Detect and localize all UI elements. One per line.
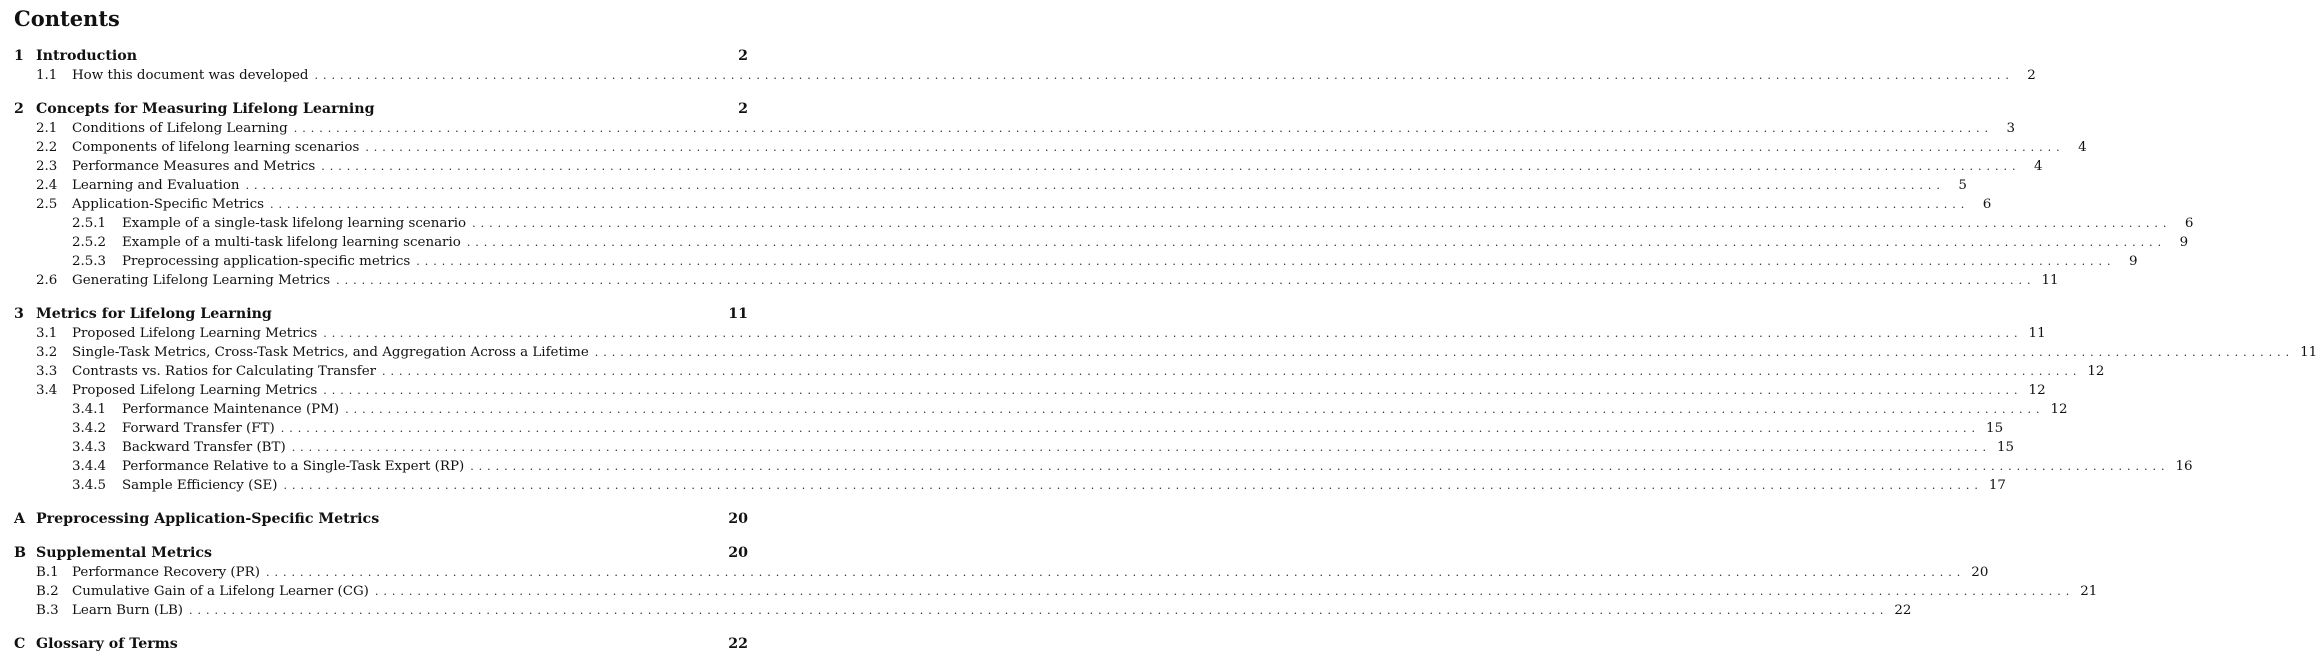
toc-entry-page: 2 [738, 101, 748, 117]
toc-entry-number: B.2 [36, 584, 59, 599]
toc-entry-label: Performance Relative to a Single-Task Expert (RP) [122, 459, 465, 474]
toc-entry-label: Learning and Evaluation [72, 178, 240, 193]
toc-entry-page: 11 [728, 306, 748, 322]
toc-entry-label: Components of lifelong learning scenarios [72, 140, 360, 155]
toc-dot-leader: ........................................................................................................................................................................................................ [472, 217, 2172, 230]
toc-entry-number: 3.1 [36, 326, 58, 341]
toc-entry-page: 22 [728, 636, 748, 652]
toc-entry-number: B.1 [36, 565, 59, 580]
toc-entry-page: 3 [2006, 121, 2016, 136]
toc-dot-leader: ........................................................................................................................................................................................................ [374, 585, 2075, 598]
toc-entry-label: How this document was developed [72, 68, 309, 83]
toc-entry-page: 12 [2028, 383, 2046, 398]
toc-entry-label: Concepts for Measuring Lifelong Learning [36, 101, 375, 117]
toc-entry-page: 2 [2027, 68, 2036, 83]
toc-entry-label: Example of a single-task lifelong learning scenario [122, 216, 467, 231]
toc-subsection-entry[interactable] [14, 343, 2317, 362]
toc-entry-number: 3.4.4 [72, 459, 107, 474]
toc-dot-leader: ........................................................................................................................................................................................................ [323, 327, 2023, 340]
toc-subsection-entry[interactable] [14, 563, 1989, 582]
toc-entry-number: 3.4.3 [72, 440, 107, 455]
toc-subsubsection-entry[interactable] [14, 400, 2068, 419]
toc-subsubsection-entry[interactable] [14, 419, 2004, 438]
toc-subsection-entry[interactable] [14, 381, 2046, 400]
toc-entry-label: Single-Task Metrics, Cross-Task Metrics, and Aggregation Across a Lifetime [72, 345, 589, 360]
section-gap [14, 290, 748, 304]
toc-entry-page: 21 [2080, 584, 2098, 599]
toc-dot-leader: ........................................................................................................................................................................................................ [245, 179, 1945, 192]
toc-dot-leader: ........................................................................................................................................................................................................ [321, 160, 2021, 173]
toc-dot-leader: ........................................................................................................................................................................................................ [314, 69, 2014, 82]
toc-section-entry[interactable] [14, 46, 748, 66]
toc-subsubsection-entry[interactable] [14, 214, 2194, 233]
toc-entry-label: Performance Measures and Metrics [72, 159, 316, 174]
toc-subsection-entry[interactable] [14, 362, 2105, 381]
toc-entry-number: 3.4.2 [72, 421, 107, 436]
toc-entry-page: 20 [728, 545, 748, 561]
toc-entry-page: 12 [2087, 364, 2105, 379]
toc-entry-label: Metrics for Lifelong Learning [36, 306, 272, 322]
toc-dot-leader: ........................................................................................................................................................................................................ [280, 422, 1981, 435]
toc-entry-number: 2.5.2 [72, 235, 107, 250]
toc-entry-label: Preprocessing Application-Specific Metrics [36, 511, 380, 527]
toc-entry-number: 3.4.1 [72, 402, 107, 417]
toc-dot-leader: ........................................................................................................................................................................................................ [470, 460, 2170, 473]
toc-subsection-entry[interactable] [14, 176, 1967, 195]
toc-entry-label: Application-Specific Metrics [72, 197, 264, 212]
toc-entry-page: 5 [1958, 178, 1967, 193]
toc-subsubsection-entry[interactable] [14, 233, 2189, 252]
toc-entry-label: Supplemental Metrics [36, 545, 213, 561]
toc-entry-page: 17 [1988, 478, 2006, 493]
toc-section-entry[interactable] [14, 304, 748, 324]
toc-entry-number: 2 [14, 101, 24, 117]
toc-entry-number: 2.5 [36, 197, 58, 212]
toc-subsubsection-entry[interactable] [14, 438, 2015, 457]
toc-subsection-entry[interactable] [14, 66, 2036, 85]
toc-entry-label: Performance Recovery (PR) [72, 565, 260, 580]
section-gap [14, 529, 748, 543]
toc-entry-page: 11 [2300, 345, 2317, 360]
toc-dot-leader: ........................................................................................................................................................................................................ [293, 122, 1994, 135]
toc-entry-number: C [14, 636, 26, 652]
toc-entry-page: 20 [728, 511, 748, 527]
toc-subsection-entry[interactable] [14, 195, 1992, 214]
toc-entry-label: Sample Efficiency (SE) [122, 478, 278, 493]
toc-subsubsection-entry[interactable] [14, 476, 2006, 495]
toc-entry-number: 2.6 [36, 273, 58, 288]
toc-entry-label: Example of a multi-task lifelong learning scenario [122, 235, 461, 250]
toc-dot-leader: ........................................................................................................................................................................................................ [269, 198, 1970, 211]
toc-entry-page: 12 [2050, 402, 2068, 417]
toc-dot-leader: ........................................................................................................................................................................................................ [291, 441, 1992, 454]
toc-entry-page: 15 [1986, 421, 2004, 436]
toc-title: Contents [14, 6, 120, 31]
toc-section-entry[interactable] [14, 509, 748, 529]
toc-entry-label: Forward Transfer (FT) [122, 421, 275, 436]
toc-dot-leader: ........................................................................................................................................................................................................ [466, 236, 2167, 249]
section-gap [14, 85, 748, 99]
toc-entry-number: 3.4.5 [72, 478, 107, 493]
toc-entry-number: 3 [14, 306, 24, 322]
toc-subsubsection-entry[interactable] [14, 252, 2138, 271]
toc-entry-number: 3.3 [36, 364, 58, 379]
toc-subsection-entry[interactable] [14, 582, 2098, 601]
toc-entry-label: Conditions of Lifelong Learning [72, 121, 288, 136]
toc-entry-label: Performance Maintenance (PM) [122, 402, 340, 417]
toc-entry-page: 2 [738, 48, 748, 64]
toc-entry-page: 6 [1982, 197, 1992, 212]
toc-dot-leader: ........................................................................................................................................................................................................ [594, 346, 2295, 359]
toc-entry-number: A [14, 511, 26, 527]
toc-subsection-entry[interactable] [14, 138, 2087, 157]
toc-subsection-entry[interactable] [14, 157, 2043, 176]
toc-entry-number: B [14, 545, 26, 561]
toc-entry-number: 1 [14, 48, 24, 64]
toc-dot-leader: ........................................................................................................................................................................................................ [336, 274, 2036, 287]
toc-entry-page: 22 [1894, 603, 1912, 618]
toc-entry-number: 3.4 [36, 383, 58, 398]
toc-entry-number: 2.5.3 [72, 254, 107, 269]
toc-entry-label: Glossary of Terms [36, 636, 178, 652]
toc-list [14, 46, 2317, 654]
toc-entry-page: 11 [2028, 326, 2046, 341]
toc-dot-leader: ........................................................................................................................................................................................................ [189, 604, 1889, 617]
toc-subsection-entry[interactable] [14, 601, 1912, 620]
toc-entry-number: 1.1 [36, 68, 58, 83]
toc-entry-label: Learn Burn (LB) [72, 603, 184, 618]
toc-entry-label: Contrasts vs. Ratios for Calculating Transfer [72, 364, 377, 379]
toc-dot-leader: ........................................................................................................................................................................................................ [382, 365, 2082, 378]
toc-section-entry[interactable] [14, 99, 748, 119]
section-gap [14, 495, 748, 509]
toc-subsection-entry[interactable] [14, 271, 2059, 290]
toc-subsubsection-entry[interactable] [14, 457, 2193, 476]
toc-entry-number: B.3 [36, 603, 59, 618]
toc-entry-number: 2.3 [36, 159, 58, 174]
toc-subsection-entry[interactable] [14, 119, 2016, 138]
toc-entry-page: 16 [2175, 459, 2193, 474]
toc-dot-leader: ........................................................................................................................................................................................................ [323, 384, 2023, 397]
toc-entry-number: 2.4 [36, 178, 58, 193]
toc-dot-leader: ........................................................................................................................................................................................................ [265, 566, 1966, 579]
toc-subsection-entry[interactable] [14, 324, 2046, 343]
toc-dot-leader: ........................................................................................................................................................................................................ [416, 255, 2116, 268]
toc-entry-page: 11 [2041, 273, 2059, 288]
toc-entry-page: 4 [2078, 140, 2087, 155]
section-gap [14, 620, 748, 634]
toc-entry-page: 15 [1997, 440, 2015, 455]
toc-entry-page: 6 [2184, 216, 2194, 231]
toc-entry-page: 9 [2179, 235, 2189, 250]
toc-entry-page: 20 [1971, 565, 1989, 580]
toc-entry-page: 9 [2129, 254, 2138, 269]
toc-entry-label: Cumulative Gain of a Lifelong Learner (CG) [72, 584, 369, 599]
toc-dot-leader: ........................................................................................................................................................................................................ [365, 141, 2065, 154]
toc-entry-label: Generating Lifelong Learning Metrics [72, 273, 331, 288]
toc-dot-leader: ........................................................................................................................................................................................................ [345, 403, 2045, 416]
toc-entry-number: 2.5.1 [72, 216, 107, 231]
toc-dot-leader: ........................................................................................................................................................................................................ [283, 479, 1983, 492]
toc-entry-label: Proposed Lifelong Learning Metrics [72, 383, 318, 398]
toc-entry-label: Backward Transfer (BT) [122, 440, 286, 455]
toc-entry-page: 4 [2034, 159, 2043, 174]
toc-entry-number: 3.2 [36, 345, 58, 360]
toc-entry-label: Preprocessing application-specific metrics [122, 254, 411, 269]
toc-section-entry[interactable] [14, 543, 748, 563]
toc-section-entry[interactable] [14, 634, 748, 654]
toc-entry-label: Introduction [36, 48, 138, 64]
toc-entry-label: Proposed Lifelong Learning Metrics [72, 326, 318, 341]
toc-entry-number: 2.2 [36, 140, 58, 155]
toc-entry-number: 2.1 [36, 121, 58, 136]
